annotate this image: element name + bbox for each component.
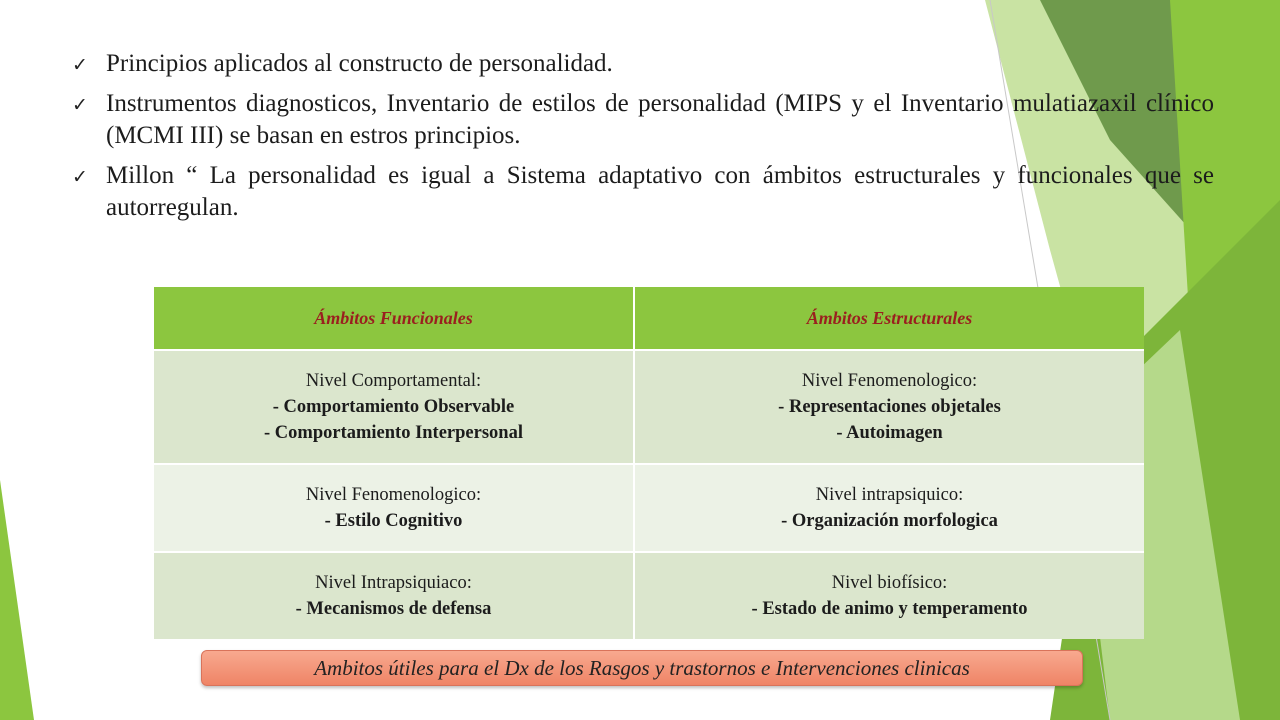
table-cell [154, 464, 634, 552]
cell-item: - Mecanismos de defensa [295, 599, 492, 619]
cell-title: Nivel Fenomenologico: [305, 485, 482, 505]
table-cell [154, 350, 634, 464]
cell-item: - Comportamiento Observable [272, 397, 515, 417]
table-row [154, 552, 1144, 639]
table-cell [634, 464, 1144, 552]
cell-item: - Estado de animo y temperamento [751, 599, 1028, 619]
checkmark-icon: ✓ [72, 166, 88, 188]
cell-item: - Representaciones objetales [778, 397, 1001, 417]
bullet-text: Millon “ La personalidad es igual a Sistema adaptativo con ámbitos estructurales y funcionales que se autorregulan. [106, 162, 1214, 221]
cell-item: - Comportamiento Interpersonal [264, 423, 523, 443]
header-estructurales: Ámbitos Estructurales [634, 287, 1144, 350]
table-cell [634, 350, 1144, 464]
table-cell [634, 552, 1144, 639]
cell-item: - Organización morfologica [781, 511, 998, 531]
bullet-text: Instrumentos diagnosticos, Inventario de estilos de personalidad (MIPS y el Inventario mulatiazaxil clínico (MCMI III) se basan en estros principios. [106, 90, 1214, 149]
bullet-list [72, 48, 1214, 232]
cell-title: Nivel intrapsiquico: [815, 485, 964, 505]
table-row [154, 464, 1144, 552]
ambitos-table [154, 287, 1144, 639]
cell-item: - Estilo Cognitivo [324, 511, 463, 531]
table-header-row [154, 287, 1144, 350]
cell-item: - Autoimagen [836, 423, 943, 443]
cell-title: Nivel Intrapsiquiaco: [315, 573, 472, 593]
cell-title: Nivel biofísico: [831, 573, 948, 593]
bullet-text: Principios aplicados al constructo de personalidad. [106, 50, 613, 77]
bullet-item [72, 88, 1214, 152]
bullet-item [72, 160, 1214, 224]
bullet-item [72, 48, 1214, 80]
deco-left-shard [0, 480, 34, 720]
table-cell [154, 552, 634, 639]
checkmark-icon: ✓ [72, 54, 88, 76]
caption-banner: Ambitos útiles para el Dx de los Rasgos y trastornos e Intervenciones clinicas [201, 650, 1083, 686]
cell-title: Nivel Comportamental: [305, 371, 482, 391]
header-funcionales: Ámbitos Funcionales [154, 287, 634, 350]
checkmark-icon: ✓ [72, 94, 88, 116]
cell-title: Nivel Fenomenologico: [801, 371, 978, 391]
table-row [154, 350, 1144, 464]
